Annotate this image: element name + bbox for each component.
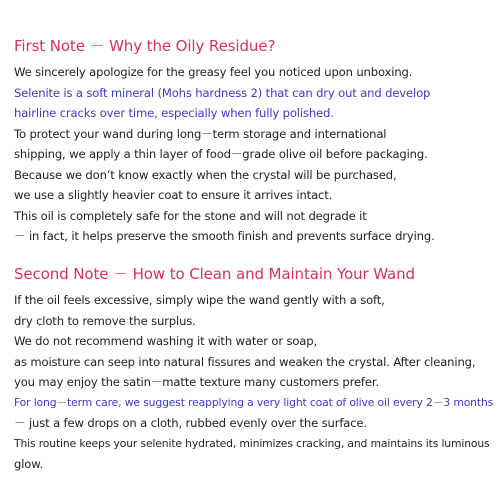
paragraph-line: For long－term care, we suggest reapplying a very light coat of olive oil every 2－3 months bbox=[14, 395, 494, 409]
first-note-heading: First Note － Why the Oily Residue? bbox=[14, 37, 276, 55]
paragraph-line: This routine keeps your selenite hydrated, minimizes cracking, and maintains its luminous bbox=[14, 436, 490, 450]
second-note-section bbox=[14, 264, 496, 475]
paragraph-line: dry cloth to remove the surplus. bbox=[14, 313, 196, 328]
paragraph-line: Because we don’t know exactly when the crystal will be purchased, bbox=[14, 167, 397, 182]
paragraph-line: glow. bbox=[14, 457, 44, 471]
paragraph-line: － just a few drops on a cloth, rubbed evenly over the surface. bbox=[14, 416, 367, 430]
paragraph-line: To protect your wand during long－term storage and international bbox=[14, 126, 387, 141]
first-note-body bbox=[14, 62, 496, 247]
second-note-body bbox=[14, 290, 496, 475]
paragraph-line: － in fact, it helps preserve the smooth finish and prevents surface drying. bbox=[14, 229, 435, 243]
paragraph-line: We sincerely apologize for the greasy feel you noticed upon unboxing. bbox=[14, 65, 413, 79]
paragraph-line: This oil is completely safe for the stone and will not degrade it bbox=[14, 208, 367, 223]
paragraph-line: shipping, we apply a thin layer of food－grade olive oil before packaging. bbox=[14, 147, 428, 161]
second-note-heading: Second Note － How to Clean and Maintain Your Wand bbox=[14, 265, 415, 283]
paragraph-line: If the oil feels excessive, simply wipe the wand gently with a soft, bbox=[14, 293, 385, 307]
paragraph-line: Selenite is a soft mineral (Mohs hardness 2) that can dry out and develop bbox=[14, 85, 431, 100]
paragraph-line: you may enjoy the satin－matte texture many customers prefer. bbox=[14, 375, 379, 389]
paragraph-line: We do not recommend washing it with water or soap, bbox=[14, 334, 318, 348]
paragraph-line: hairline cracks over time, especially when fully polished. bbox=[14, 106, 334, 120]
paragraph-line: as moisture can seep into natural fissures and weaken the crystal. After cleaning, bbox=[14, 354, 476, 369]
paragraph-line: we use a slightly heavier coat to ensure it arrives intact. bbox=[14, 188, 333, 202]
first-note-section bbox=[14, 36, 496, 247]
